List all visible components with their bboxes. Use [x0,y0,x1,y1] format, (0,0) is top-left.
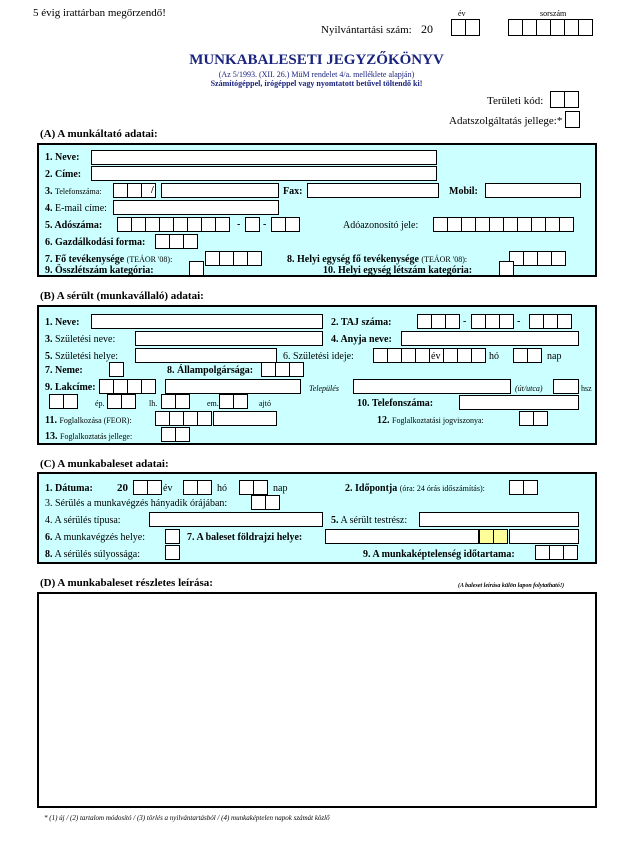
b-door-boxes[interactable] [219,394,247,409]
registration-label: Nyilvántartási szám: [321,24,412,36]
section-a-title: (A) A munkáltató adatai: [40,128,158,140]
section-d-note: (A baleset leírása külön lapon folytatható!) [458,583,565,589]
b-taj-boxes-1[interactable] [417,314,459,329]
b-birthdate-label: 6. Születési ideje: [283,351,354,362]
a-address-label: 2. Címe: [45,169,82,180]
c-date-label: 1. Dátuma: [45,483,93,494]
report-type-label: Adatszolgáltatás jellege:* [449,115,563,127]
c-field6-number: 6. [45,532,53,543]
a-taxnumber-label: 5. Adószáma: [45,220,103,231]
c-severity-box[interactable] [165,545,179,560]
a-field4-number: 4. [45,203,53,214]
b-gender-label: 7. Neme: [45,365,83,376]
a-name-field[interactable] [91,150,437,165]
b-employment-type-label: Foglalkoztatás jellege: [60,432,133,441]
area-code-boxes[interactable] [550,91,578,108]
a-phone-label: Telefonszáma: [55,187,102,196]
a-phone-field[interactable] [161,183,279,198]
b-occupation-field[interactable] [213,411,277,426]
c-hour-of-work-boxes[interactable] [251,495,279,510]
c-injury-type-label: 4. A sérülés típusa: [45,515,121,526]
b-birth-day-boxes[interactable] [513,348,541,363]
a-main-activity-label: 7. Fő tevékenysége [45,254,125,265]
a-main-activity-teaor: (TEÁOR '08): [126,255,173,264]
b-taj-label: 2. TAJ száma: [331,317,392,328]
b-field5-number: 5. [45,351,53,362]
c-month-caption: hó [217,483,227,494]
b-citizenship-boxes[interactable] [261,362,303,377]
b-floor-boxes[interactable] [161,394,189,409]
a-field3-number: 3. [45,186,53,197]
c-location-label: 7. A baleset földrajzi helye: [187,532,303,543]
c-year-prefix: 20 [117,482,128,494]
a-headcount-box[interactable] [189,261,203,276]
b-taj-boxes-3[interactable] [529,314,571,329]
b-birth-month-boxes[interactable] [457,348,485,363]
b-address-label: 9. Lakcíme: [45,382,96,393]
section-b-panel [37,305,597,445]
b-birthplace-label: Születési helye: [55,351,119,362]
a-business-form-boxes[interactable] [155,234,197,249]
a-taxnumber-county-boxes[interactable] [271,217,299,232]
b-birthplace-field[interactable] [135,348,277,363]
b-mothername-field[interactable] [401,331,579,346]
c-injury-type-field[interactable] [149,512,323,527]
registration-serial-boxes[interactable] [508,19,592,36]
b-door-caption: ajtó [259,399,271,408]
b-birthname-label: Születési neve: [55,334,116,345]
a-mobile-label: Mobil: [449,186,478,197]
b-building-boxes[interactable] [49,394,77,409]
a-name-label: 1. Neve: [45,152,80,163]
c-day-caption: nap [273,483,288,494]
area-code-label: Területi kód: [487,95,544,107]
c-field5-number: 5. [331,515,339,526]
a-fax-field[interactable] [307,183,439,198]
b-name-label: 1. Neve: [45,317,80,328]
b-floor-caption: em. [207,399,219,408]
description-textarea[interactable] [37,592,597,808]
b-city-field[interactable] [165,379,301,394]
c-time-boxes[interactable] [509,480,537,495]
a-taxid-label: Adóazonosító jele: [343,220,419,231]
section-c-panel [37,472,597,564]
c-location-code-boxes[interactable] [479,529,507,544]
b-employment-type-boxes[interactable] [161,427,189,442]
form-title: MUNKABALESETI JEGYZŐKÖNYV [189,52,444,68]
b-feor-boxes[interactable] [155,411,211,426]
a-address-field[interactable] [91,166,437,181]
b-city-caption: Település [309,384,339,393]
a-email-label: E-mail címe: [55,203,107,214]
b-name-field[interactable] [91,314,323,329]
b-street-field[interactable] [353,379,511,394]
a-local-headcount-box[interactable] [499,261,513,276]
c-location-extra-field[interactable] [509,529,579,544]
a-local-activity-teaor: (TEÁOR '08): [421,255,468,264]
a-main-activity-boxes[interactable] [205,251,261,266]
a-tax-dash-2: - [263,219,267,230]
b-gender-box[interactable] [109,362,123,377]
b-employment-relation-boxes[interactable] [519,411,547,426]
b-field3-number: 3. [45,334,53,345]
b-birth-year-boxes[interactable] [373,348,457,363]
b-housenumber-field[interactable] [553,379,579,394]
c-workplace-label: A munkavégzés helye: [54,532,145,543]
b-phone-field[interactable] [459,395,579,410]
c-bodypart-label: A sérült testrész: [340,515,408,526]
c-severity-label: A sérülés súlyossága: [54,549,140,560]
c-incapacity-label: 9. A munkaképtelenség időtartama: [363,549,515,560]
registration-prefix: 20 [421,22,433,36]
footer-note: * (1) új / (2) tartalom módosító / (3) törlés a nyilvántartásból / (4) munkaképtelen napok számát közlő [44,814,330,822]
c-year-boxes[interactable] [133,480,161,495]
report-type-box[interactable] [565,111,579,128]
c-time-label: 2. Időpontja [345,483,398,494]
b-housenumber-caption: hsz [581,384,592,393]
section-d-title: (D) A munkabaleset részletes leírása: [40,577,213,589]
serial-caption: sorszám [540,9,567,18]
b-staircase-boxes[interactable] [107,394,135,409]
b-citizenship-label: 8. Állampolgársága: [167,365,254,376]
section-a-panel [37,143,597,277]
a-phone-area-boxes[interactable] [113,183,155,198]
section-b-title: (B) A sérült (munkavállaló) adatai: [40,290,204,302]
a-business-form-label: 6. Gazdálkodási forma: [45,237,146,248]
b-zip-boxes[interactable] [99,379,155,394]
a-headcount-label: 9. Összlétszám kategória: [45,265,154,276]
a-taxnumber-check-box[interactable] [245,217,259,232]
b-taj-boxes-2[interactable] [471,314,513,329]
b-field11-number: 11. [45,415,57,426]
c-location-field[interactable] [325,529,479,544]
a-taxid-boxes[interactable] [433,217,573,232]
c-year-caption: év [163,483,173,494]
form-instruction: Számítógéppel, írógéppel vagy nyomtatott betűvel töltendő ki! [210,79,423,88]
b-staircase-caption: lh. [149,399,158,408]
c-month-boxes[interactable] [183,480,211,495]
a-tax-dash-1: - [237,219,241,230]
registration-year-boxes[interactable] [451,19,479,36]
b-birth-day-caption: nap [547,351,562,362]
a-phone-slash: / [151,185,154,196]
c-time-note: (óra: 24 órás időszámítás): [399,484,485,493]
a-fax-label: Fax: [283,186,303,197]
b-birth-month-caption: hó [489,351,499,362]
c-bodypart-field[interactable] [419,512,579,527]
b-phone-label: 10. Telefonszáma: [357,398,434,409]
a-taxnumber-boxes[interactable] [117,217,229,232]
c-field8-number: 8. [45,549,53,560]
b-taj-dash-2: - [517,316,521,327]
b-birthname-field[interactable] [135,331,323,346]
b-field12-number: 12. [377,415,390,426]
year-caption: év [458,9,466,18]
b-building-caption: ép. [95,399,105,408]
a-mobile-field[interactable] [485,183,581,198]
a-local-activity-label: 8. Helyi egység fő tevékenysége [287,254,419,265]
a-local-headcount-label: 10. Helyi egység létszám kategória: [323,265,473,276]
retention-note: 5 évig irattárban megőrzendő! [33,7,166,19]
b-street-caption: (út/utca) [515,384,543,393]
c-workplace-box[interactable] [165,529,179,544]
b-birth-year-caption: év [431,351,441,362]
c-incapacity-boxes[interactable] [535,545,577,560]
b-employment-relation-label: Foglalkoztatási jogviszonya: [392,416,484,425]
c-day-boxes[interactable] [239,480,267,495]
section-c-title: (C) A munkabaleset adatai: [40,458,169,470]
b-taj-dash-1: - [463,316,467,327]
a-email-field[interactable] [113,200,279,215]
b-mothername-label: 4. Anyja neve: [331,334,392,345]
form-subtitle: (Az 5/1993. (XII. 26.) MüM rendelet 4/a. melléklete alapján) [218,70,415,79]
b-field13-number: 13. [45,431,58,442]
c-hour-of-work-label: 3. Sérülés a munkavégzés hányadik órájában: [45,498,228,509]
a-local-activity-boxes[interactable] [509,251,565,266]
b-occupation-label: Foglalkozása (FEOR): [59,416,132,425]
